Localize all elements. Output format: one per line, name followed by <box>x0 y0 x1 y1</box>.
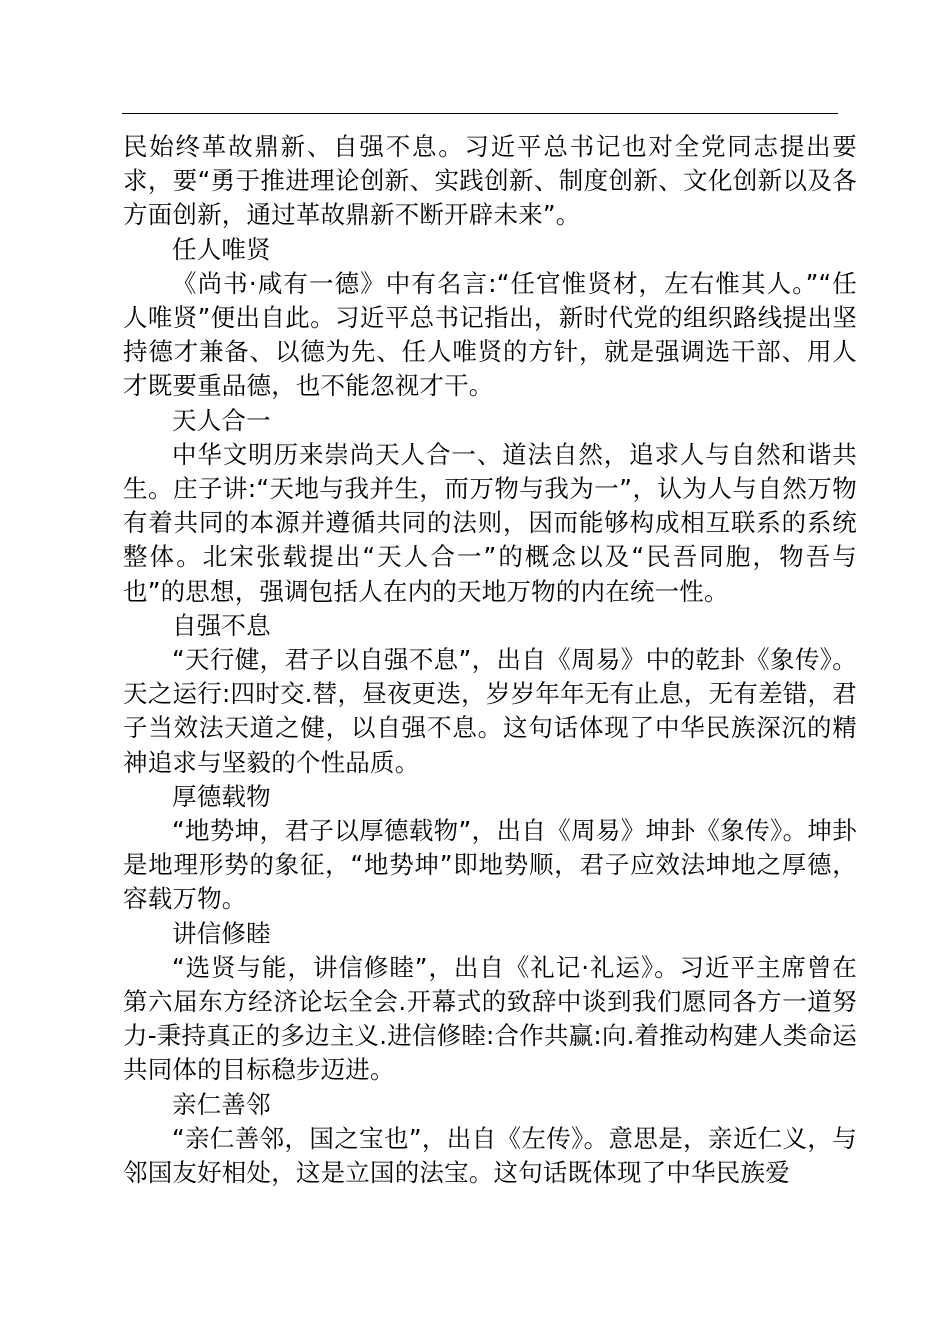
section-heading-jiangxinxiumu: 讲信修睦 <box>172 918 271 948</box>
paragraph-qinrenshanlin: “亲仁善邻，国之宝也”，出自《左传》。意思是，亲近仁义，与邻国友好相处，这是立国的法宝。这句话既体现了中华民族爱 <box>123 1123 857 1188</box>
paragraph-renrenweixian: 《尚书·咸有一德》中有名言:“任官惟贤材，左右惟其人。”“任人唯贤”便出自此。习近平总书记指出，新时代党的组织路线提出坚持德才兼备、以德为先、任人唯贤的方针，就是强调选干部、用人才既要重品德，也不能忽视才干。 <box>123 268 857 401</box>
document-body <box>123 130 857 1190</box>
section-heading-renrenweixian: 任人唯贤 <box>172 234 271 264</box>
paragraph-ziqiangbuxi: “天行健，君子以自强不息”，出自《周易》中的乾卦《象传》。天之运行:四时交.替，昼夜更迭，岁岁年年无有止息，无有差错，君子当效法天道之健，以自强不息。这句话体现了中华民族深沉的精神追求与坚毅的个性品质。 <box>123 645 857 777</box>
section-heading-ziqiangbuxi: 自强不息 <box>172 610 271 640</box>
section-heading-qinrenshanlin: 亲仁善邻 <box>172 1089 271 1119</box>
paragraph-tianrenheyi: 中华文明历来崇尚天人合一、道法自然，追求人与自然和谐共生。庄子讲:“天地与我并生，而万物与我为一”，认为人与自然万物有着共同的本源并遵循共同的法则，因而能够构成相互联系的系统整体。北宋张载提出“天人合一”的概念以及“民吾同胞，物吾与也”的思想，强调包括人在内的天地万物的内在统一性。 <box>123 439 857 606</box>
section-heading-tianrenheyi: 天人合一 <box>172 405 271 435</box>
paragraph-houdezaiwu: “地势坤，君子以厚德载物”，出自《周易》坤卦《象传》。坤卦是地理形势的象征，“地势坤”即地势顺，君子应效法坤地之厚德，容载万物。 <box>123 816 857 914</box>
paragraph-continuation: 民始终革故鼎新、自强不息。习近平总书记也对全党同志提出要求，要“勇于推进理论创新、实践创新、制度创新、文化创新以及各方面创新，通过革故鼎新不断开辟未来”。 <box>123 132 857 230</box>
paragraph-jiangxinxiumu: “选贤与能，讲信修睦”，出自《礼记·礼运》。习近平主席曾在第六届东方经济论坛全会.开幕式的致辞中谈到我们愿同各方一道努力-秉持真正的多边主义.进信修睦:合作共赢:向.着推动构建人类命运共同体的目标稳步迈进。 <box>123 952 857 1085</box>
header-rule <box>122 113 838 114</box>
section-heading-houdezaiwu: 厚德载物 <box>172 781 271 811</box>
